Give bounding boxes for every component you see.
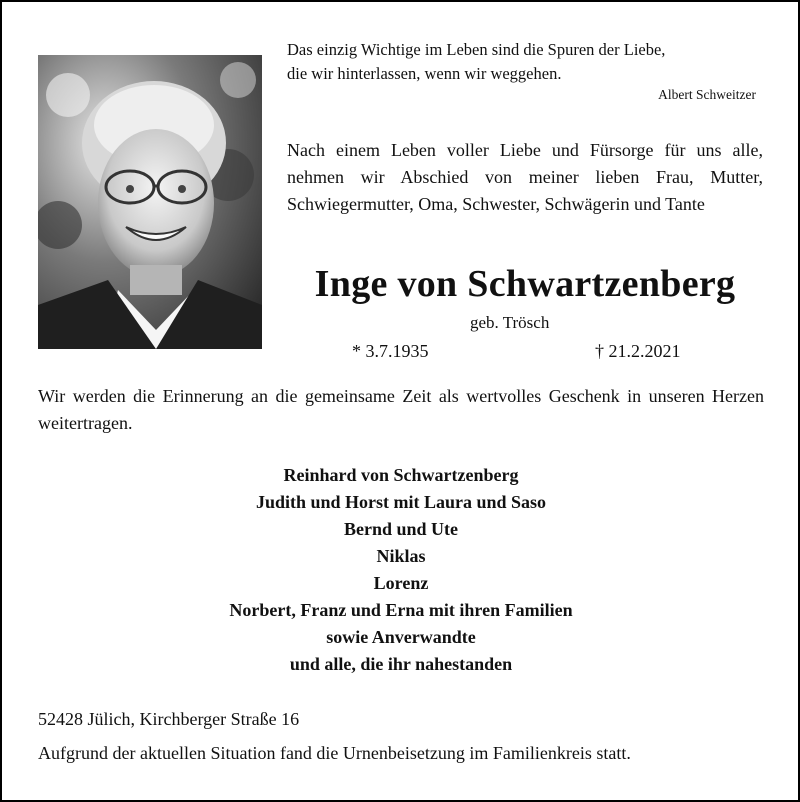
burial-notice: Aufgrund der aktuellen Situation fand die Urnenbeisetzung im Familienkreis statt. xyxy=(38,743,631,763)
mourner-line: Lorenz xyxy=(373,573,429,593)
mourner-line: Norbert, Franz und Erna mit ihren Familien xyxy=(229,600,573,620)
mourner-line: Judith und Horst mit Laura und Saso xyxy=(255,492,547,512)
mourner-line: sowie Anverwandte xyxy=(326,627,476,647)
birth-name: geb. Trösch xyxy=(470,313,550,332)
mourners-list xyxy=(38,462,764,678)
address: 52428 Jülich, Kirchberger Straße 16 xyxy=(38,709,300,729)
quote-line-2: die wir hinterlassen, wenn wir weggehen. xyxy=(287,64,562,83)
memory-text: Wir werden die Erinnerung an die gemeinsame Zeit als wertvolles Geschenk in unseren Herzen weitertragen. xyxy=(38,386,764,433)
quote-text xyxy=(287,38,767,86)
mourner-line: Niklas xyxy=(376,546,426,566)
quote-author: Albert Schweitzer xyxy=(658,87,756,102)
quote-line-1: Das einzig Wichtige im Leben sind die Spuren der Liebe, xyxy=(287,40,666,59)
birth-date: * 3.7.1935 xyxy=(352,341,429,361)
mourner-line: Reinhard von Schwartzenberg xyxy=(283,465,519,485)
mourner-line: Bernd und Ute xyxy=(343,519,459,539)
portrait-photo xyxy=(38,55,262,349)
intro-text: Nach einem Leben voller Liebe und Fürsorge für uns alle, nehmen wir Abschied von meiner lieben Frau, Mutter, Schwiegermutter, Oma, Schwester, Schwägerin und Tante xyxy=(287,140,763,214)
deceased-name: Inge von Schwartzenberg xyxy=(314,263,736,305)
mourner-line: und alle, die ihr nahestanden xyxy=(289,654,513,674)
death-date: † 21.2.2021 xyxy=(595,341,681,361)
